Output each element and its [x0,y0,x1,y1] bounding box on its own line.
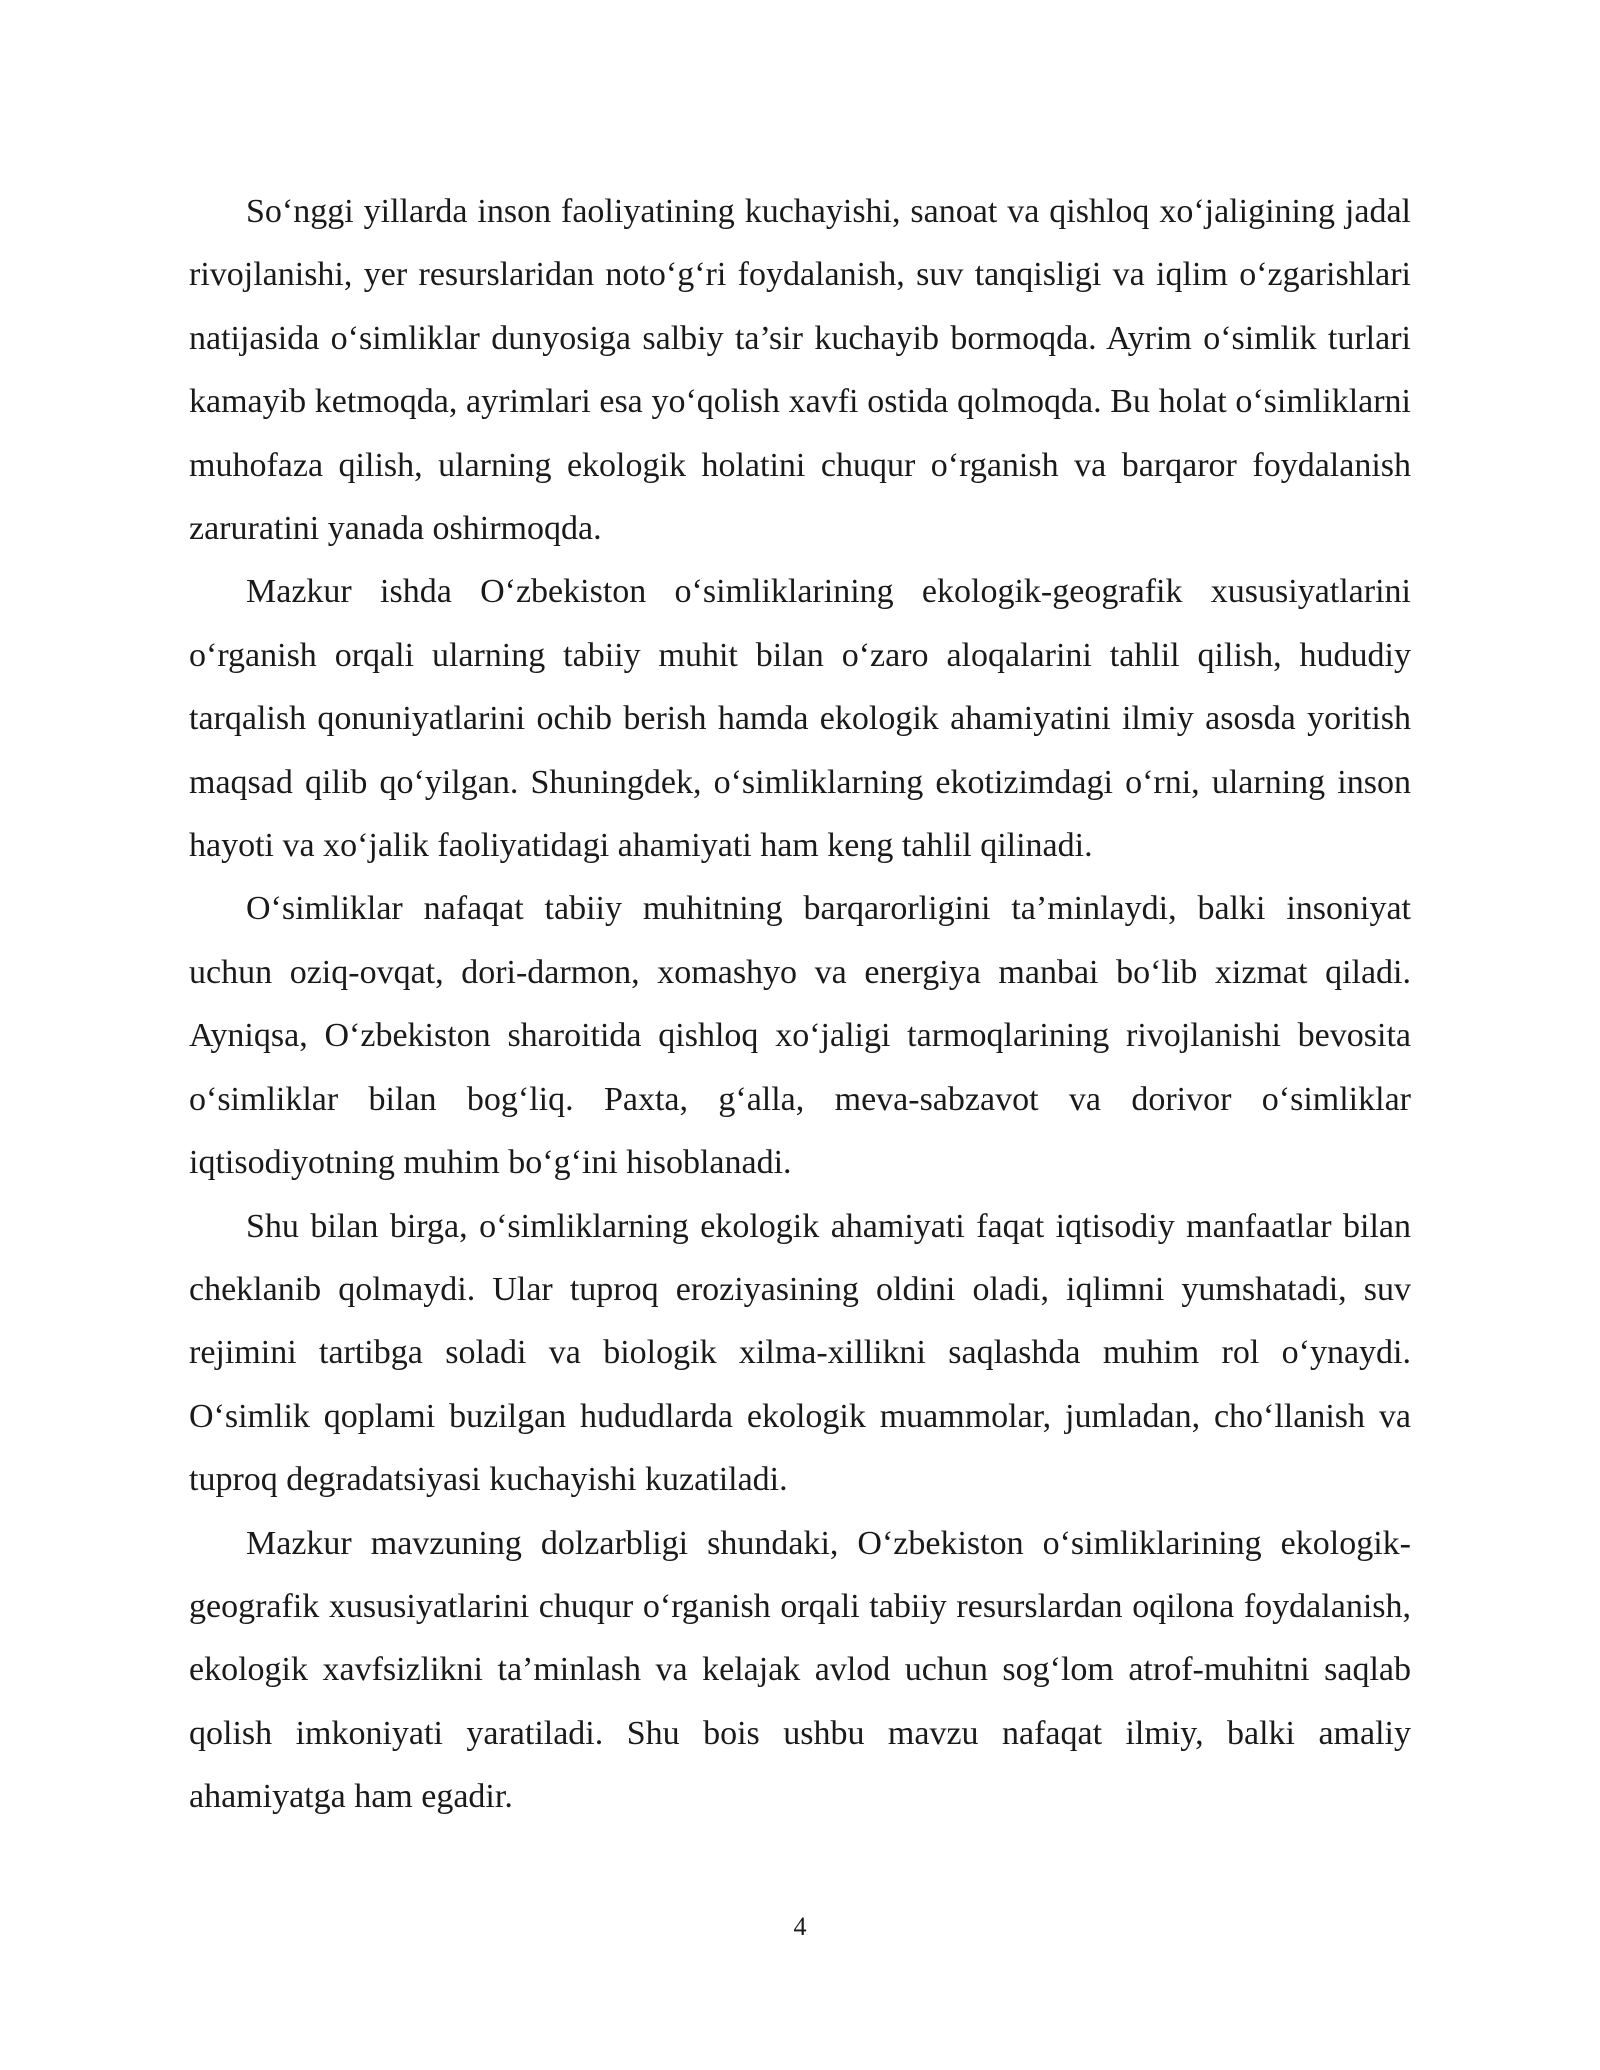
paragraph-3: O‘simliklar nafaqat tabiiy muhitning barqarorligini ta’minlaydi, balki insoniyat uchun oziq-ovqat, dori-darmon, xomashyo va energiya manbai bo‘lib xizmat qiladi. Ayniqsa, O‘zbekiston sharoitida qishloq xo‘jaligi tarmoqlarining rivojlanishi bevosita o‘simliklar bilan bog‘liq. Paxta, g‘alla, meva-sabzavot va dorivor o‘simliklar iqtisodiyotning muhim bo‘g‘ini hisoblanadi. [189,890,1411,1182]
paragraph-4: Shu bilan birga, o‘simliklarning ekologik ahamiyati faqat iqtisodiy manfaatlar bilan cheklanib qolmaydi. Ular tuproq eroziyasining oldini oladi, iqlimni yumshatadi, suv rejimini tartibga soladi va biologik xilma-xillikni saqlashda muhim rol o‘ynaydi. O‘simlik qoplami buzilgan hududlarda ekologik muammolar, jumladan, cho‘llanish va tuproq degradatsiyasi kuchayishi kuzatiladi. [189,1207,1411,1499]
paragraph-5: Mazkur mavzuning dolzarbligi shundaki, O‘zbekiston o‘simliklarining ekologik-geografik xususiyatlarini chuqur o‘rganish orqali tabiiy resurslardan oqilona foydalanish, ekologik xavfsizlikni ta’minlash va kelajak avlod uchun sog‘lom atrof-muhitni saqlab qolish imkoniyati yaratiladi. Shu bois ushbu mavzu nafaqat ilmiy, balki amaliy ahamiyatga ham egadir. [189,1524,1411,1816]
paragraph-2: Mazkur ishda O‘zbekiston o‘simliklarining ekologik-geografik xususiyatlarini o‘rganish orqali ularning tabiiy muhit bilan o‘zaro aloqalarini tahlil qilish, hududiy tarqalish qonuniyatlarini ochib berish hamda ekologik ahamiyatini ilmiy asosda yoritish maqsad qilib qo‘yilgan. Shuningdek, o‘simliklarning ekotizimdagi o‘rni, ularning inson hayoti va xo‘jalik faoliyatidagi ahamiyati ham keng tahlil qilinadi. [189,573,1411,865]
paragraph-1: So‘nggi yillarda inson faoliyatining kuchayishi, sanoat va qishloq xo‘jaligining jadal rivojlanishi, yer resurslaridan noto‘g‘ri foydalanish, suv tanqisligi va iqlim o‘zgarishlari natijasida o‘simliklar dunyosiga salbiy ta’sir kuchayib bormoqda. Ayrim o‘simlik turlari kamayib ketmoqda, ayrimlari esa yo‘qolish xavfi ostida qolmoqda. Bu holat o‘simliklarni muhofaza qilish, ularning ekologik holatini chuqur o‘rganish va barqaror foydalanish zaruratini yanada oshirmoqda. [189,193,1411,548]
body-text [189,180,1411,1829]
page-number: 4 [793,1912,807,1941]
